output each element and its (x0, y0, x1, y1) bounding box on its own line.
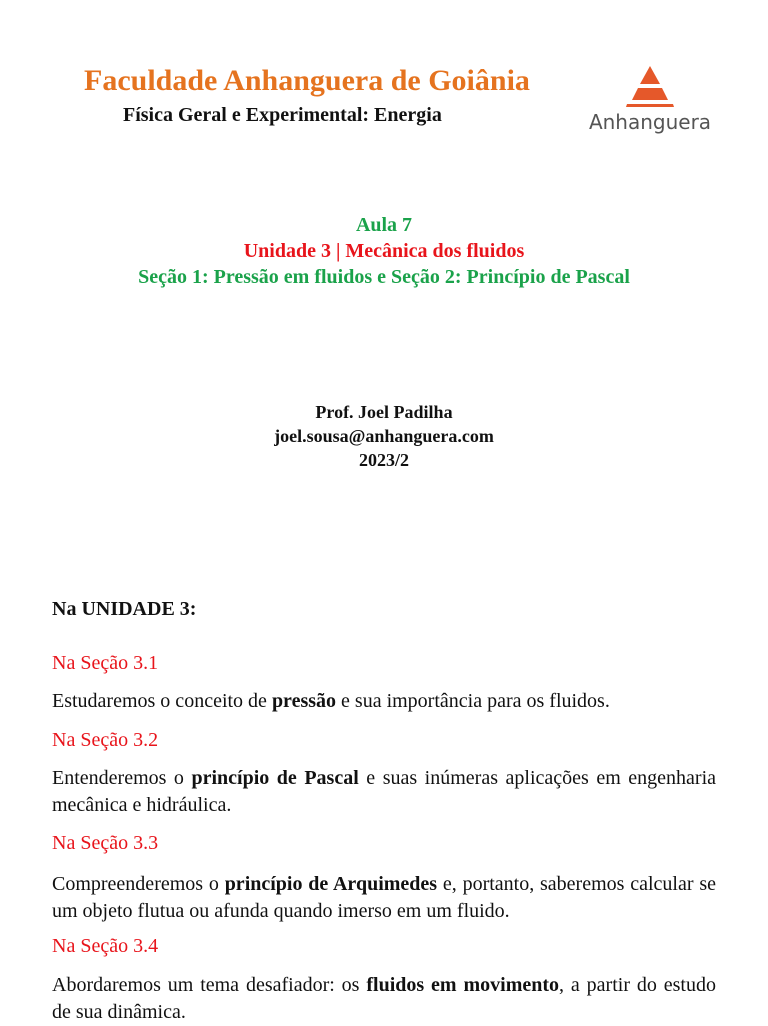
section-text: Compreenderemos o (52, 873, 225, 895)
section-text: e suas inúmeras aplicações em engenharia mecânica e hidráulica. (52, 767, 717, 816)
section-text: Estudaremos o conceito de (52, 690, 272, 712)
section-text: e, portanto, saberemos calcular se um objeto flutua ou afunda quando imerso em um fluido. (52, 873, 716, 922)
triangle-logo-icon (624, 64, 676, 108)
institution-title: Faculdade Anhanguera de Goiânia (84, 64, 530, 97)
unit-heading: Na UNIDADE 3: (52, 598, 197, 620)
lesson-number: Aula 7 (355, 214, 413, 236)
section-text: , a partir do estudo de sua dinâmica. (52, 974, 716, 1023)
section-label: Na Seção 3.2 (52, 729, 159, 751)
section-label: Na Seção 3.3 (52, 832, 159, 854)
section-text: Abordaremos um tema desafiador: os (52, 974, 367, 996)
section-description (52, 972, 716, 1026)
anhanguera-logo (584, 62, 716, 146)
term: 2023/2 (358, 450, 409, 470)
logo-wordmark: Anhanguera (588, 110, 712, 134)
section-keyword: princípio de Pascal (191, 767, 359, 789)
section-label: Na Seção 3.1 (52, 652, 159, 674)
unit-title: Unidade 3 | Mecânica dos fluidos (243, 240, 525, 262)
section-keyword: fluidos em movimento (366, 974, 560, 996)
sections-title: Seção 1: Pressão em fluidos e Seção 2: Princípio de Pascal (138, 266, 630, 288)
section-text: e sua importância para os fluidos. (336, 690, 610, 712)
author-email: joel.sousa@anhanguera.com (274, 426, 494, 446)
section-description (52, 765, 716, 819)
section-keyword: pressão (271, 690, 337, 712)
author-name: Prof. Joel Padilha (315, 402, 453, 422)
section-description (52, 688, 716, 715)
section-keyword: princípio de Arquimedes (224, 873, 438, 895)
course-title: Física Geral e Experimental: Energia (123, 104, 442, 126)
section-label: Na Seção 3.4 (52, 935, 159, 957)
section-text: Entenderemos o (52, 767, 192, 789)
section-description (52, 871, 716, 925)
